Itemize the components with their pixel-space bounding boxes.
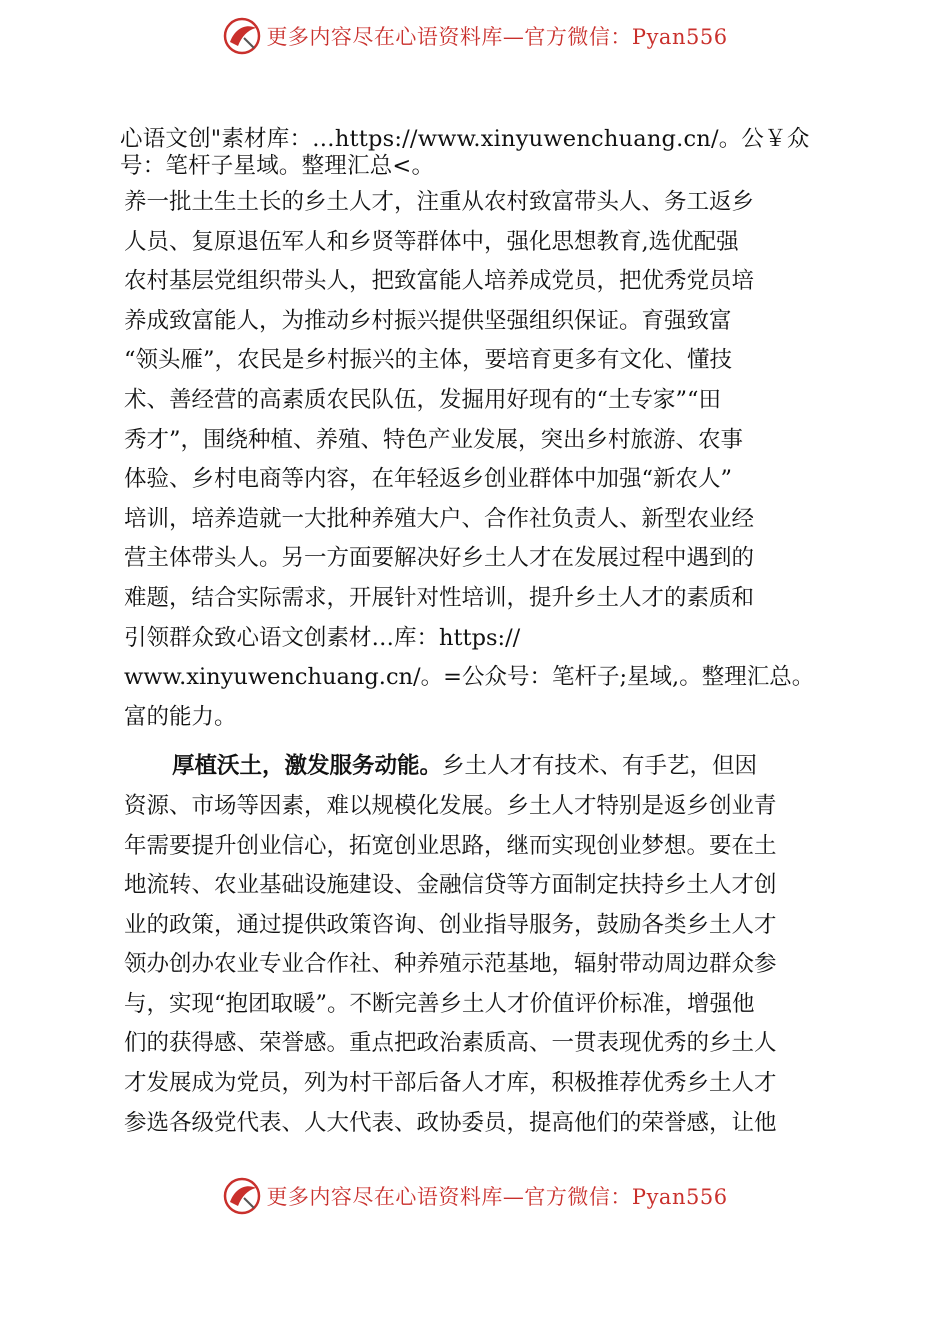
paragraph-2 [124, 747, 840, 1143]
paragraph-line: “领头雁”，农民是乡村振兴的主体，要培育更多有文化、懂技 [124, 347, 733, 374]
paragraph-line: 引领群众致心语文创素材…库：https:// [124, 624, 521, 651]
document-body [120, 126, 840, 1143]
paragraph-line: 体验、乡村电商等内容，在年轻返乡创业群体中加强“新农人” [124, 466, 733, 493]
footer-banner-text: 更多内容尽在心语资料库—官方微信：Pyan556 [266, 1185, 728, 1209]
paragraph-line: 难题，结合实际需求，开展针对性培训，提升乡土人才的素质和 [124, 584, 755, 611]
paragraph-line: 秀才”，围绕种植、养殖、特色产业发展，突出乡村旅游、农事 [124, 426, 744, 453]
paragraph-line: 才发展成为党员，列为村干部后备人才库，积极推荐优秀乡土人才 [124, 1070, 777, 1097]
paragraph-line-rest: 乡土人才有技术、有手艺，但因 [442, 753, 758, 780]
brand-logo-icon [222, 1176, 262, 1216]
paragraph-1 [124, 183, 840, 737]
paragraph-line: 领办创办农业专业合作社、种养殖示范基地，辐射带动周边群众参 [124, 951, 777, 978]
header-banner [0, 14, 950, 58]
paragraph-line: 农村基层党组织带头人，把致富能人培养成党员，把优秀党员培 [124, 268, 755, 295]
paragraph-line: www.xinyuwenchuang.cn/。=公众号：笔杆子;星域,。整理汇总。 [124, 664, 815, 691]
paragraph-line: 营主体带头人。另一方面要解决好乡土人才在发展过程中遇到的 [124, 545, 755, 572]
paragraph-line: 资源、市场等因素，难以规模化发展。乡土人才特别是返乡创业青 [124, 792, 777, 819]
paragraph-line: 年需要提升创业信心，拓宽创业思路，继而实现创业梦想。要在土 [124, 832, 777, 859]
header-banner-text: 更多内容尽在心语资料库—官方微信：Pyan556 [266, 25, 728, 49]
brand-logo-icon [222, 16, 262, 56]
watermark-line-2: 号：笔杆子星域。整理汇总<。 [120, 153, 435, 179]
paragraph-line: 与，实现“抱团取暖”。不断完善乡土人才价值评价标准，增强他 [124, 990, 755, 1017]
paragraph-line: 富的能力。 [124, 703, 237, 730]
paragraph-line: 业的政策，通过提供政策咨询、创业指导服务，鼓励各类乡土人才 [124, 911, 777, 938]
paragraph-first-line [124, 747, 840, 787]
watermark-line-1: 心语文创"素材库：…https://www.xinyuwenchuang.cn/。公￥众 [120, 126, 810, 152]
section-heading: 厚植沃土，激发服务动能。 [172, 753, 443, 780]
paragraph-line: 养成致富能人，为推动乡村振兴提供坚强组织保证。育强致富 [124, 307, 732, 334]
footer-banner [0, 1174, 950, 1218]
paragraph-line: 养一批土生土长的乡土人才，注重从农村致富带头人、务工返乡 [124, 189, 755, 215]
paragraph-line: 术、善经营的高素质农民队伍，发掘用好现有的“土专家”“田 [124, 386, 722, 413]
paragraph-line: 人员、复原退伍军人和乡贤等群体中，强化思想教育,选优配强 [124, 228, 739, 255]
paragraph-line: 培训，培养造就一大批种养殖大户、合作社负责人、新型农业经 [124, 505, 755, 532]
paragraph-line: 地流转、农业基础设施建设、金融信贷等方面制定扶持乡土人才创 [124, 872, 777, 899]
paragraph-line: 参选各级党代表、人大代表、政协委员，提高他们的荣誉感，让他 [124, 1109, 777, 1136]
paragraph-line: 们的获得感、荣誉感。重点把政治素质高、一贯表现优秀的乡土人 [124, 1030, 777, 1057]
